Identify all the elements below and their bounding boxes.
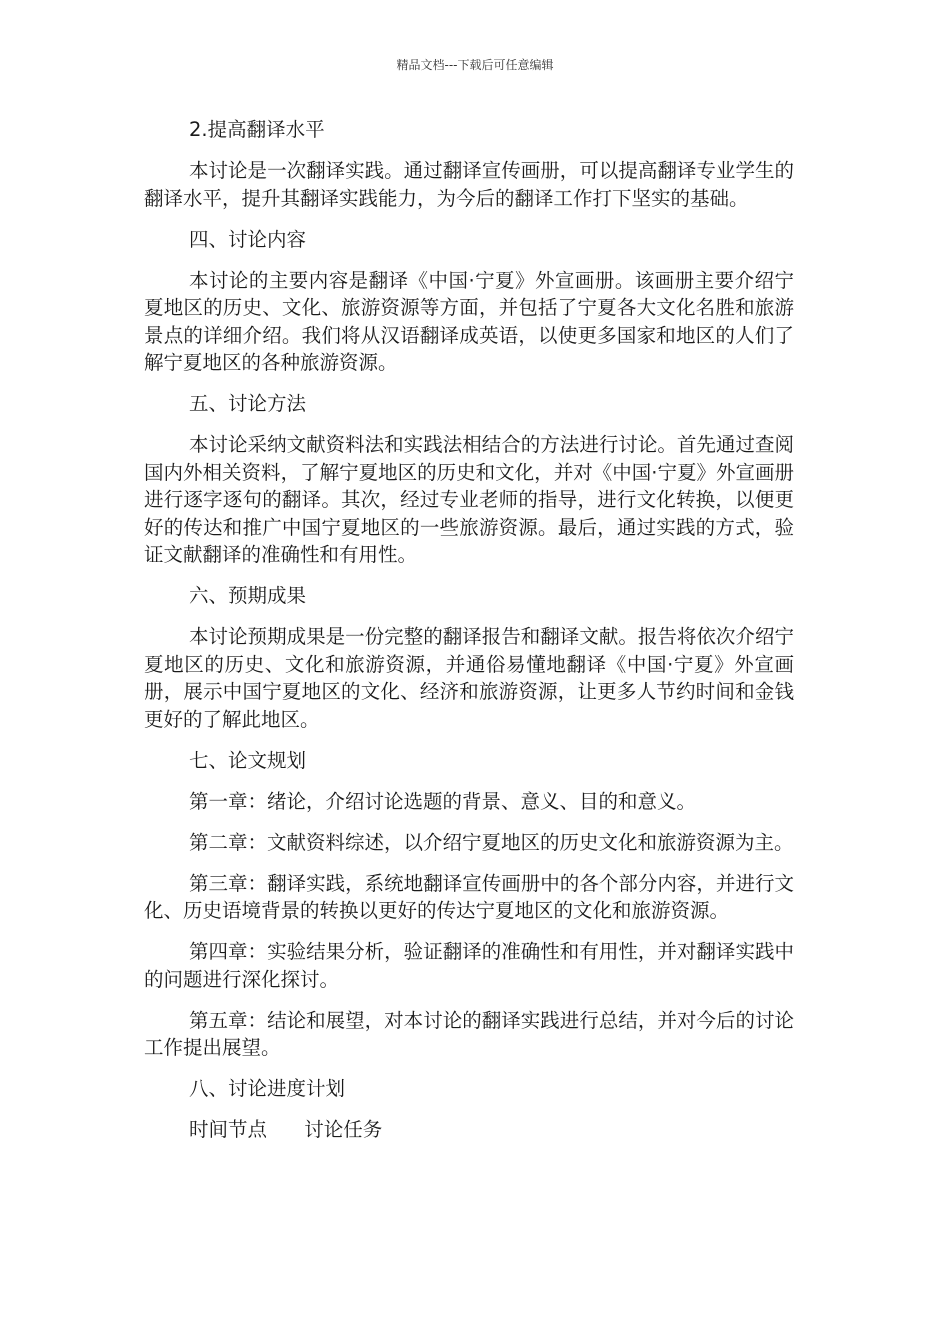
chapter-1-line: 第一章：绪论，介绍讨论选题的背景、意义、目的和意义。 [189,789,697,813]
paragraph-improve-translation: 本讨论是一次翻译实践。通过翻译宣传画册，可以提高翻译专业学生的翻译水平，提升其翻译实践能力，为今后的翻译工作打下坚实的基础。 [144,159,794,210]
section-heading-content: 四、讨论内容 [189,227,307,251]
section-heading-thesis-plan: 七、论文规划 [189,748,307,772]
section-heading-improve-translation: 2.提高翻译水平 [189,118,325,141]
page-header: 精品文档---下载后可任意编辑 [396,58,554,72]
chapter-5-line: 第五章：结论和展望，对本讨论的翻译实践进行总结，并对今后的讨论工作提出展望。 [144,1008,794,1059]
chapter-2-line: 第二章：文献资料综述，以介绍宁夏地区的历史文化和旅游资源为主。 [189,830,794,854]
section-heading-expected-results: 六、预期成果 [189,584,307,607]
schedule-table-header: 时间节点 讨论任务 [189,1118,383,1141]
paragraph-expected-results: 本讨论预期成果是一份完整的翻译报告和翻译文献。报告将依次介绍宁夏地区的历史、文化和旅游资源，并通俗易懂地翻译《中国·宁夏》外宣画册，展示中国宁夏地区的文化、经济和旅游资源，让更多人节约时间和金钱更好的了解此地区。 [144,625,794,731]
section-heading-method: 五、讨论方法 [189,392,307,415]
section-heading-schedule: 八、讨论进度计划 [189,1077,346,1100]
paragraph-content: 本讨论的主要内容是翻译《中国·宁夏》外宣画册。该画册主要介绍宁夏地区的历史、文化、旅游资源等方面，并包括了宁夏各大文化名胜和旅游景点的详细介绍。我们将从汉语翻译成英语，以使更多国家和地区的人们了解宁夏地区的各种旅游资源。 [144,268,794,374]
chapter-3-line: 第三章：翻译实践，系统地翻译宣传画册中的各个部分内容，并进行文化、历史语境背景的转换以更好的传达宁夏地区的文化和旅游资源。 [144,871,794,922]
document-body [144,116,794,1157]
chapter-4-line: 第四章：实验结果分析，验证翻译的准确性和有用性，并对翻译实践中的问题进行深化探讨。 [144,940,794,991]
paragraph-method: 本讨论采纳文献资料法和实践法相结合的方法进行讨论。首先通过查阅国内外相关资料，了解宁夏地区的历史和文化，并对《中国·宁夏》外宣画册进行逐字逐句的翻译。其次，经过专业老师的指导，进行文化转换，以便更好的传达和推广中国宁夏地区的一些旅游资源。最后，通过实践的方式，验证文献翻译的准确性和有用性。 [144,433,794,566]
